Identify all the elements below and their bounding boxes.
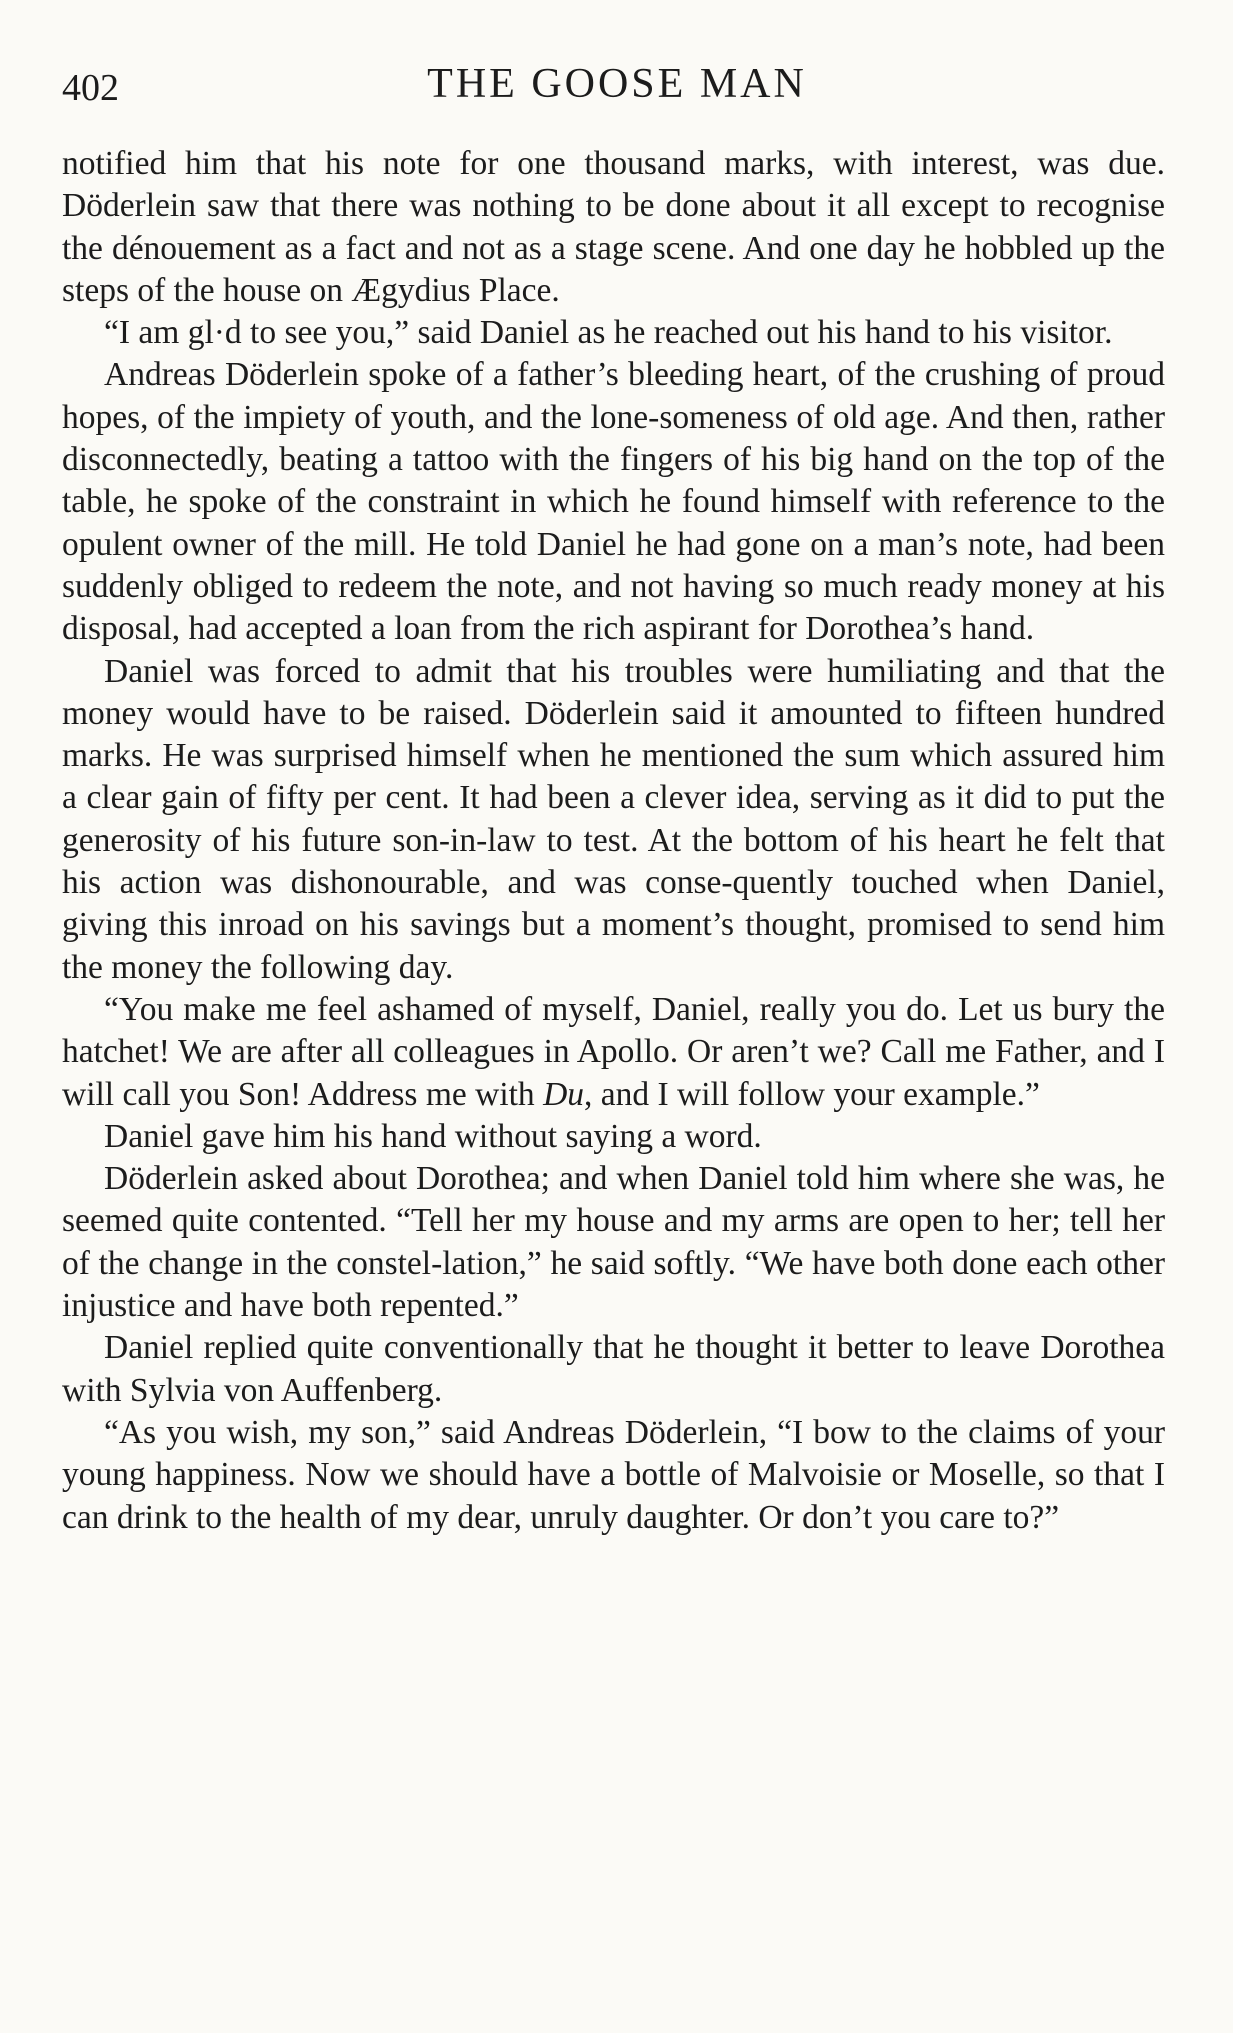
paragraph: “I am gl·d to see you,” said Daniel as he reached out his hand to his visitor.	[104, 314, 1113, 352]
paragraph: “You make me feel ashamed of myself, Daniel, really you do. Let us bury the hatchet! We are after all colleagues in Apollo. Or aren’t we? Call me Father, and I will call you Son! Address me with Du, and I will follow your example.”	[62, 990, 1165, 1113]
paragraph: Daniel replied quite conventionally that he thought it better to leave Dorothea with Sylvia von Auffenberg.	[62, 1329, 1165, 1409]
page-body	[62, 143, 1165, 1539]
running-title: THE GOOSE MAN	[427, 61, 807, 107]
page-header	[62, 60, 1172, 120]
paragraph: Döderlein asked about Dorothea; and when Daniel told him where she was, he seemed quite contented. “Tell her my house and my arms are open to her; tell her of the change in the constel-lation,” he said softly. “We have both done each other injustice and have both repented.”	[62, 1160, 1165, 1325]
page-number: 402	[62, 67, 119, 109]
italic-word: Du	[543, 1075, 585, 1113]
paragraph: Daniel gave him his hand without saying a word.	[104, 1117, 762, 1155]
paragraph: Daniel was forced to admit that his troubles were humiliating and that the money would have to be raised. Döderlein said it amounted to fifteen hundred marks. He was surprised himself when he mentioned the sum which assured him a clear gain of fifty per cent. It had been a clever idea, serving as it did to put the generosity of his future son-in-law to test. At the bottom of his heart he felt that his action was dishonourable, and was conse-quently touched when Daniel, giving this inroad on his savings but a moment’s thought, promised to send him the money the following day.	[62, 652, 1165, 986]
paragraph: notified him that his note for one thousand marks, with interest, was due. Döderlein saw that there was nothing to be done about it all except to recognise the dénouement as a fact and not as a stage scene. And one day he hobbled up the steps of the house on Ægydius Place.	[62, 145, 1165, 309]
paragraph: “As you wish, my son,” said Andreas Döderlein, “I bow to the claims of your young happiness. Now we should have a bottle of Malvoisie or Moselle, so that I can drink to the health of my dear, unruly daughter. Or don’t you care to?”	[62, 1413, 1165, 1536]
paragraph: Andreas Döderlein spoke of a father’s bleeding heart, of the crushing of proud hopes, of the impiety of youth, and the lone-someness of old age. And then, rather disconnectedly, beating a tattoo with the fingers of his big hand on the top of the table, he spoke of the constraint in which he found himself with reference to the opulent owner of the mill. He told Daniel he had gone on a man’s note, had been suddenly obliged to redeem the note, and not having so much ready money at his disposal, had accepted a loan from the rich aspirant for Dorothea’s hand.	[62, 356, 1165, 648]
